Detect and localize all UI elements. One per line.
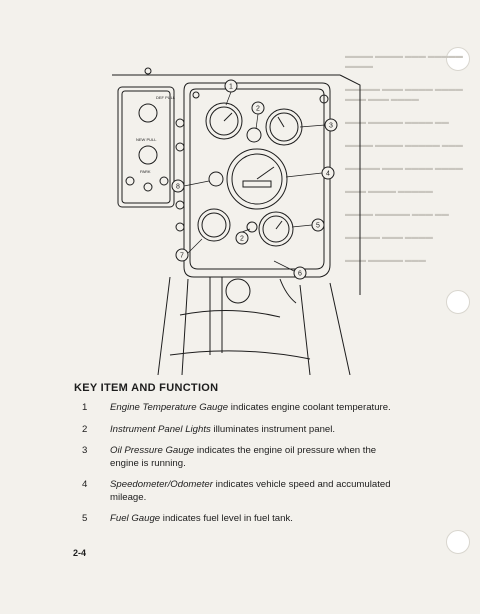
- switch-knob-right: [160, 177, 168, 185]
- item-term: Speedometer/Odometer: [110, 479, 213, 490]
- item-number: 1: [82, 402, 88, 413]
- callout-label-2-bottom: 2: [240, 235, 244, 243]
- item-description: [110, 479, 394, 504]
- item-term: Fuel Gauge: [110, 513, 161, 524]
- switch-knob-lower: [226, 279, 250, 303]
- key-item: [74, 424, 394, 437]
- screw: [176, 223, 184, 231]
- indicator-light: [209, 172, 223, 186]
- item-description: [110, 402, 394, 415]
- item-function: indicates the engine oil pressure when the engine is running.: [110, 445, 377, 469]
- park-label: PARK: [140, 169, 151, 174]
- new-pull-label: NEW PULL: [136, 137, 157, 142]
- callout-label-8: 8: [176, 183, 180, 191]
- switch-knob-middle: [144, 183, 152, 191]
- ammeter-gauge: [198, 209, 230, 241]
- key-item-list: [74, 402, 394, 535]
- callout-label-3: 3: [329, 122, 333, 130]
- switch-panel: [118, 87, 174, 207]
- punch-hole-bottom: [446, 530, 470, 554]
- callout-label-5: 5: [316, 222, 320, 230]
- key-item: [74, 513, 394, 526]
- new-pull-knob: [139, 146, 157, 164]
- screw: [176, 201, 184, 209]
- instrument-panel-light: [247, 128, 261, 142]
- item-function: illuminates instrument panel.: [210, 423, 336, 435]
- screw: [176, 119, 184, 127]
- callout-label-6: 6: [298, 270, 302, 278]
- key-item: [74, 445, 394, 470]
- callout-label-1: 1: [229, 83, 233, 91]
- page-number: 2-4: [73, 548, 87, 558]
- item-function: indicates engine coolant temperature.: [228, 402, 391, 413]
- key-item: [74, 402, 394, 415]
- item-term: Engine Temperature Gauge: [110, 402, 229, 413]
- screw: [176, 143, 184, 151]
- instrument-panel-light: [247, 222, 257, 232]
- item-term: Oil Pressure Gauge: [110, 445, 195, 456]
- item-number: 2: [82, 423, 88, 435]
- callout-label-2: 2: [256, 105, 260, 113]
- callout-label-7: 7: [180, 252, 184, 260]
- item-term: Instrument Panel Lights: [110, 423, 211, 435]
- item-description: [110, 424, 394, 437]
- odometer-window: [243, 181, 271, 187]
- item-function: indicates fuel level in fuel tank.: [160, 513, 293, 524]
- def-pull-knob: [139, 104, 157, 122]
- key-heading: KEY ITEM AND FUNCTION: [74, 382, 219, 394]
- punch-hole-middle: [446, 290, 470, 314]
- def-pull-label: DEF PULL: [156, 95, 176, 100]
- item-description: [110, 445, 394, 470]
- item-number: 5: [82, 513, 88, 524]
- item-function: indicates vehicle speed and accumulated mileage.: [110, 479, 391, 503]
- screw: [193, 92, 199, 98]
- switch-knob-left: [126, 177, 134, 185]
- item-number: 3: [82, 445, 88, 456]
- key-item: [74, 479, 394, 504]
- bleed-through-text: ▬▬▬▬ ▬▬▬▬ ▬▬▬ ▬▬▬▬▬ ▬▬▬▬ ▬▬▬▬▬ ▬▬▬ ▬▬▬▬ ▬▬▬▬ ▬▬▬ ▬▬▬ ▬▬▬▬ ▬▬▬ ▬▬▬▬▬ ▬▬▬▬ ▬▬ ▬▬▬▬ ▬▬▬▬ ▬▬▬▬▬ ▬▬▬ ▬▬▬▬▬ ▬▬▬ ▬▬▬▬ ▬▬▬▬ ▬▬▬ ▬▬▬▬ ▬▬▬▬▬ ▬▬▬▬ ▬▬▬▬▬ ▬▬▬ ▬▬ ▬▬▬▬▬ ▬▬▬ ▬▬▬▬ ▬▬▬ ▬▬▬▬▬ ▬▬▬: [345, 53, 463, 264]
- instrument-panel-figure: [110, 55, 370, 375]
- callout-label-4: 4: [326, 170, 330, 178]
- item-number: 4: [82, 479, 88, 490]
- item-description: [110, 513, 394, 526]
- steering-column: [210, 277, 222, 355]
